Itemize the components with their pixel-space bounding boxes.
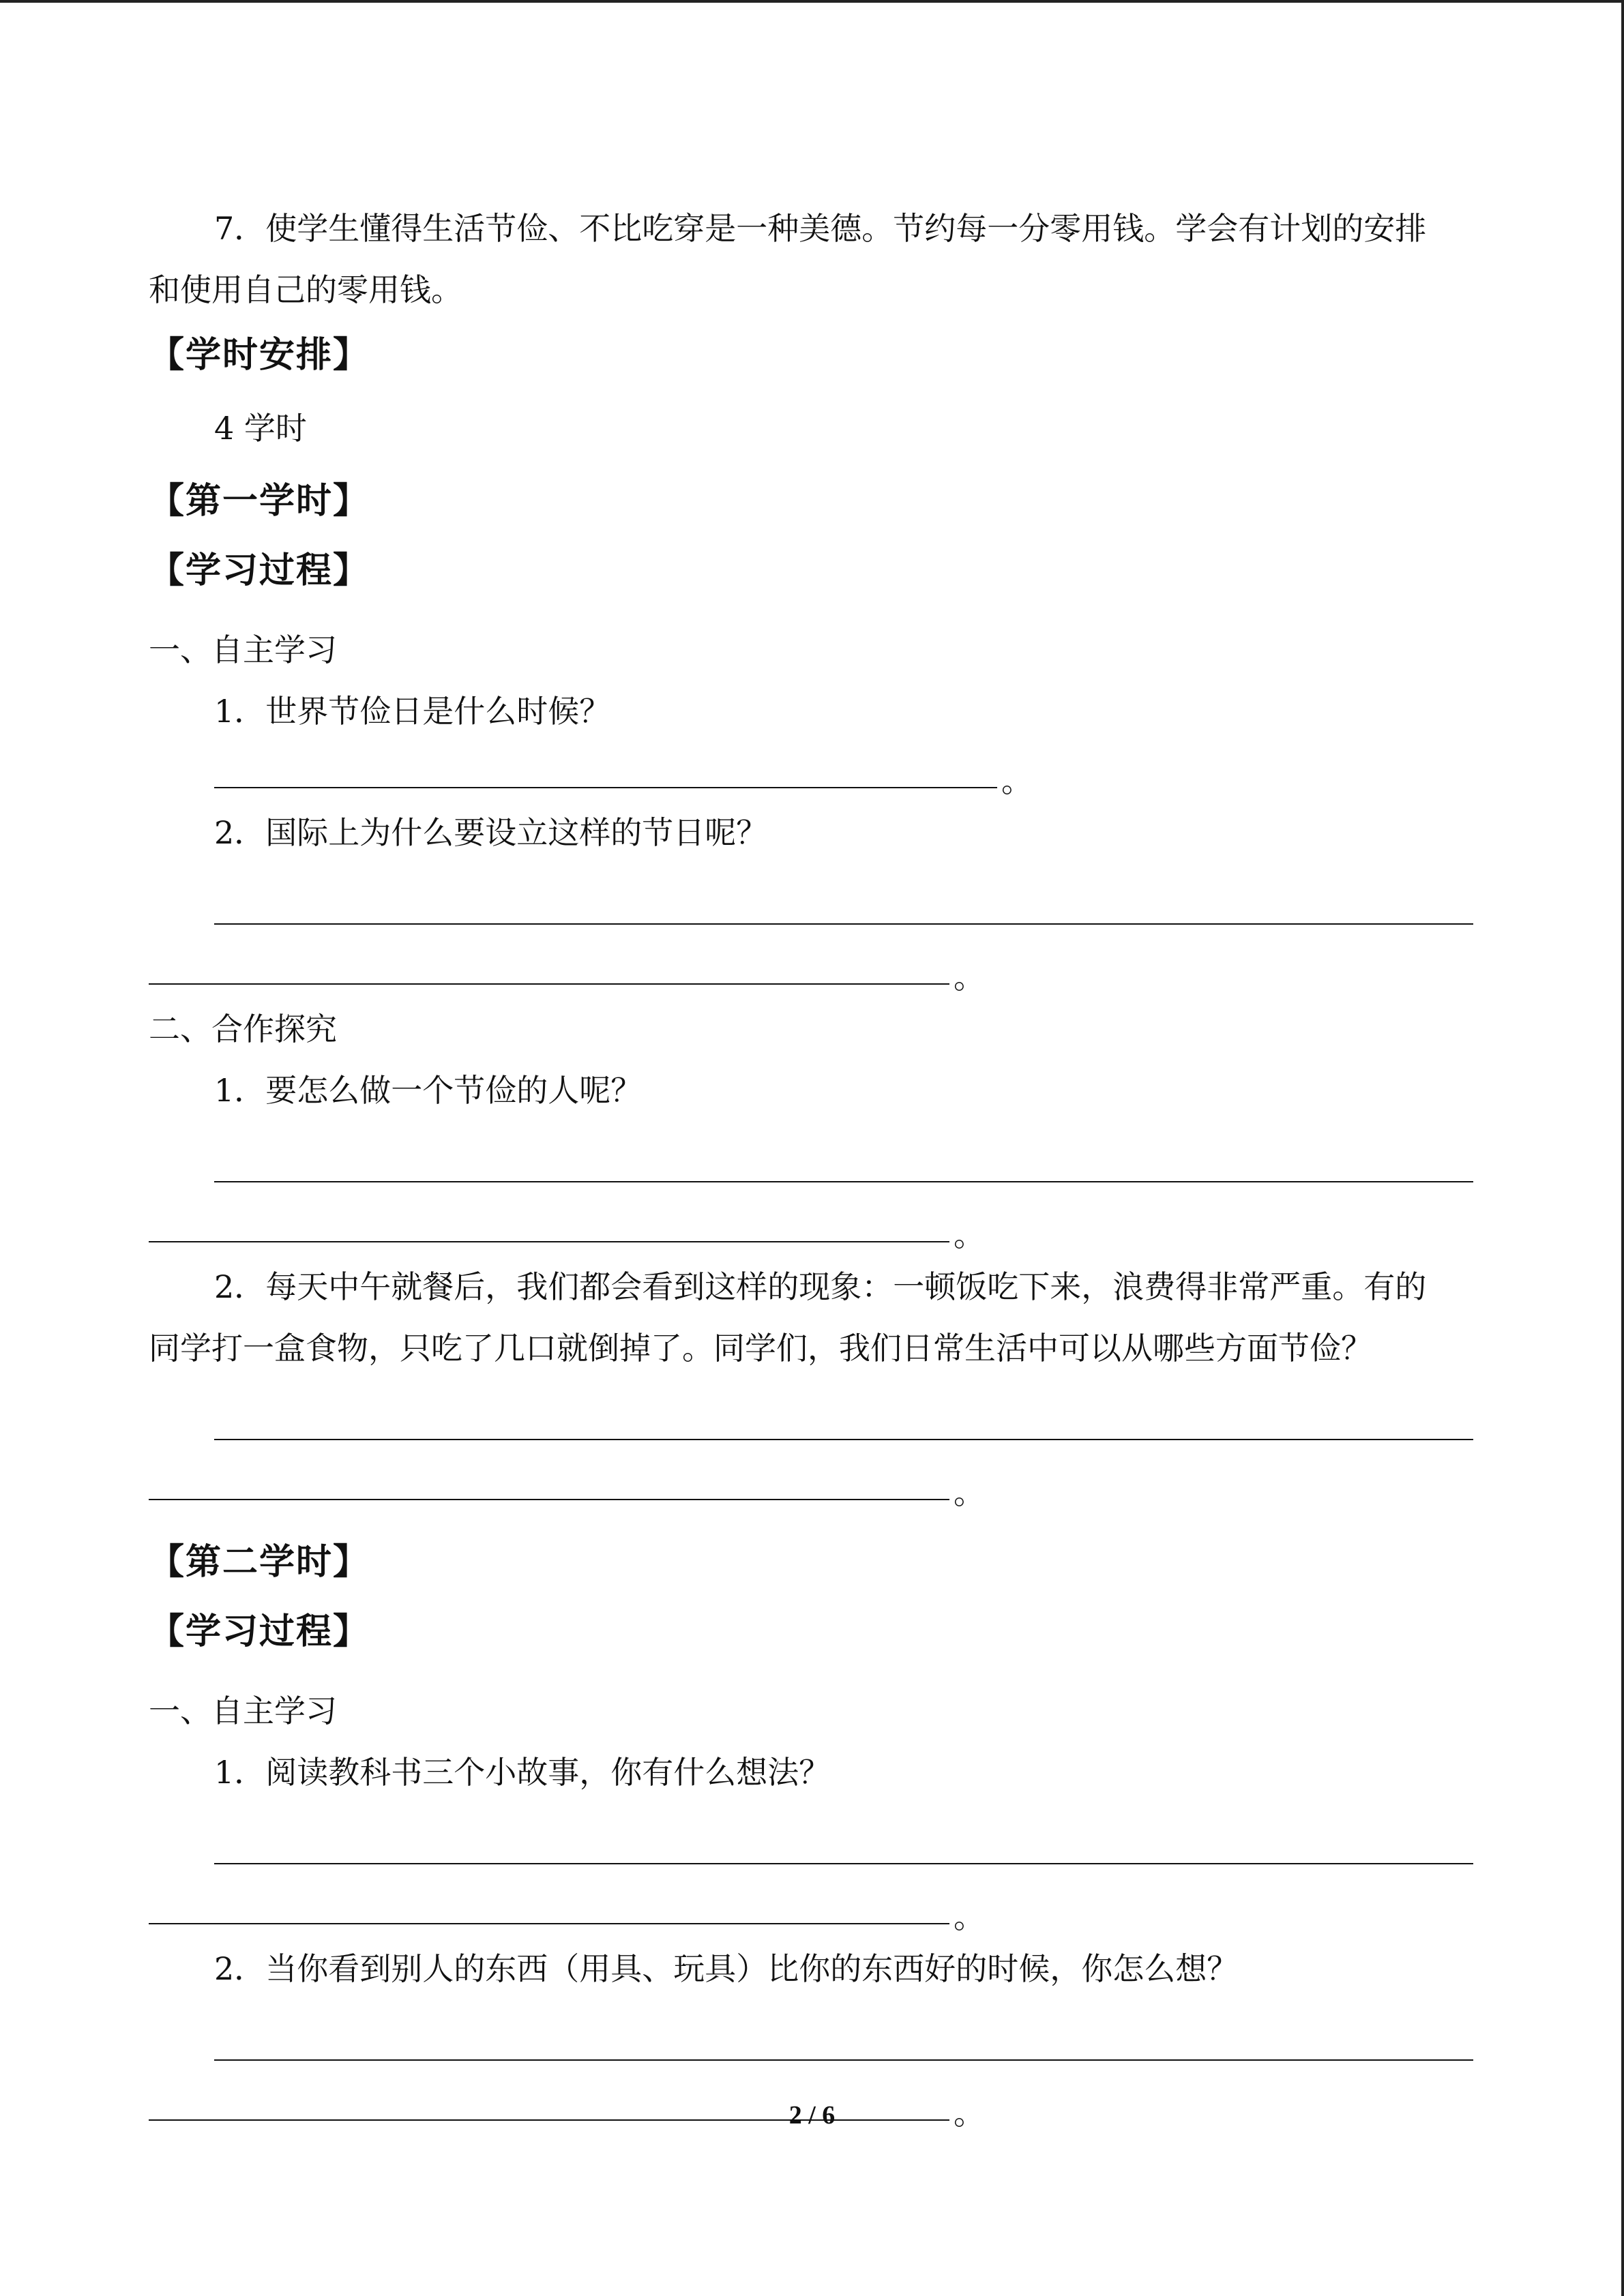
lesson1-part2-q1: 1．要怎么做一个节俭的人呢？	[214, 1072, 643, 1109]
answer-blank[interactable]	[149, 938, 1473, 998]
answer-blank[interactable]	[149, 742, 1473, 802]
objective-7-line1: 7．使学生懂得生活节俭、不比吃穿是一种美德。节约每一分零用钱。学会有计划的安排	[214, 210, 1427, 247]
lesson2-heading: 【第二学时】	[149, 1541, 370, 1583]
document-body	[149, 198, 1473, 2134]
period-mark: 。	[954, 2095, 985, 2132]
lesson1-part1-q2: 2．国际上为什么要设立这样的节日呢？	[214, 814, 768, 851]
schedule-heading: 【学时安排】	[149, 334, 370, 376]
lesson1-part2-q2-line1: 2．每天中午就餐后，我们都会看到这样的现象：一顿饭吃下来，浪费得非常严重。有的	[214, 1268, 1427, 1305]
answer-blank[interactable]	[149, 1878, 1473, 1938]
lesson1-part1-q1: 1．世界节俭日是什么时候？	[214, 693, 611, 730]
lesson2-part1-title: 一、自主学习	[149, 1693, 337, 1729]
lesson1-process-heading: 【学习过程】	[149, 550, 370, 591]
answer-blank[interactable]	[149, 863, 1473, 938]
lesson1-part1-title: 一、自主学习	[149, 631, 337, 668]
objective-7-line2: 和使用自己的零用钱。	[149, 271, 462, 308]
page-number: 2 / 6	[788, 2101, 836, 2130]
answer-blank[interactable]	[149, 1379, 1473, 1454]
period-mark: 。	[1001, 762, 1033, 799]
answer-blank[interactable]	[149, 1196, 1473, 1256]
answer-blank[interactable]	[149, 1999, 1473, 2074]
answer-blank[interactable]	[149, 1454, 1473, 1514]
period-mark: 。	[954, 1474, 985, 1511]
lesson2-part1-q1: 1．阅读教科书三个小故事，你有什么想法？	[214, 1754, 831, 1791]
period-mark: 。	[954, 1217, 985, 1253]
lesson1-part2-q2-line2: 同学打一盒食物，只吃了几口就倒掉了。同学们，我们日常生活中可以从哪些方面节俭？	[149, 1330, 1372, 1367]
lesson1-heading: 【第一学时】	[149, 480, 370, 522]
lesson2-part1-q2: 2．当你看到别人的东西（用具、玩具）比你的东西好的时候，你怎么想？	[214, 1950, 1239, 1987]
schedule-value: 4 学时	[214, 410, 307, 447]
answer-blank[interactable]	[149, 1803, 1473, 1878]
period-mark: 。	[954, 1898, 985, 1935]
period-mark: 。	[954, 959, 985, 996]
answer-blank[interactable]	[149, 1121, 1473, 1196]
lesson2-process-heading: 【学习过程】	[149, 1611, 370, 1652]
lesson1-part2-title: 二、合作探究	[149, 1011, 337, 1047]
